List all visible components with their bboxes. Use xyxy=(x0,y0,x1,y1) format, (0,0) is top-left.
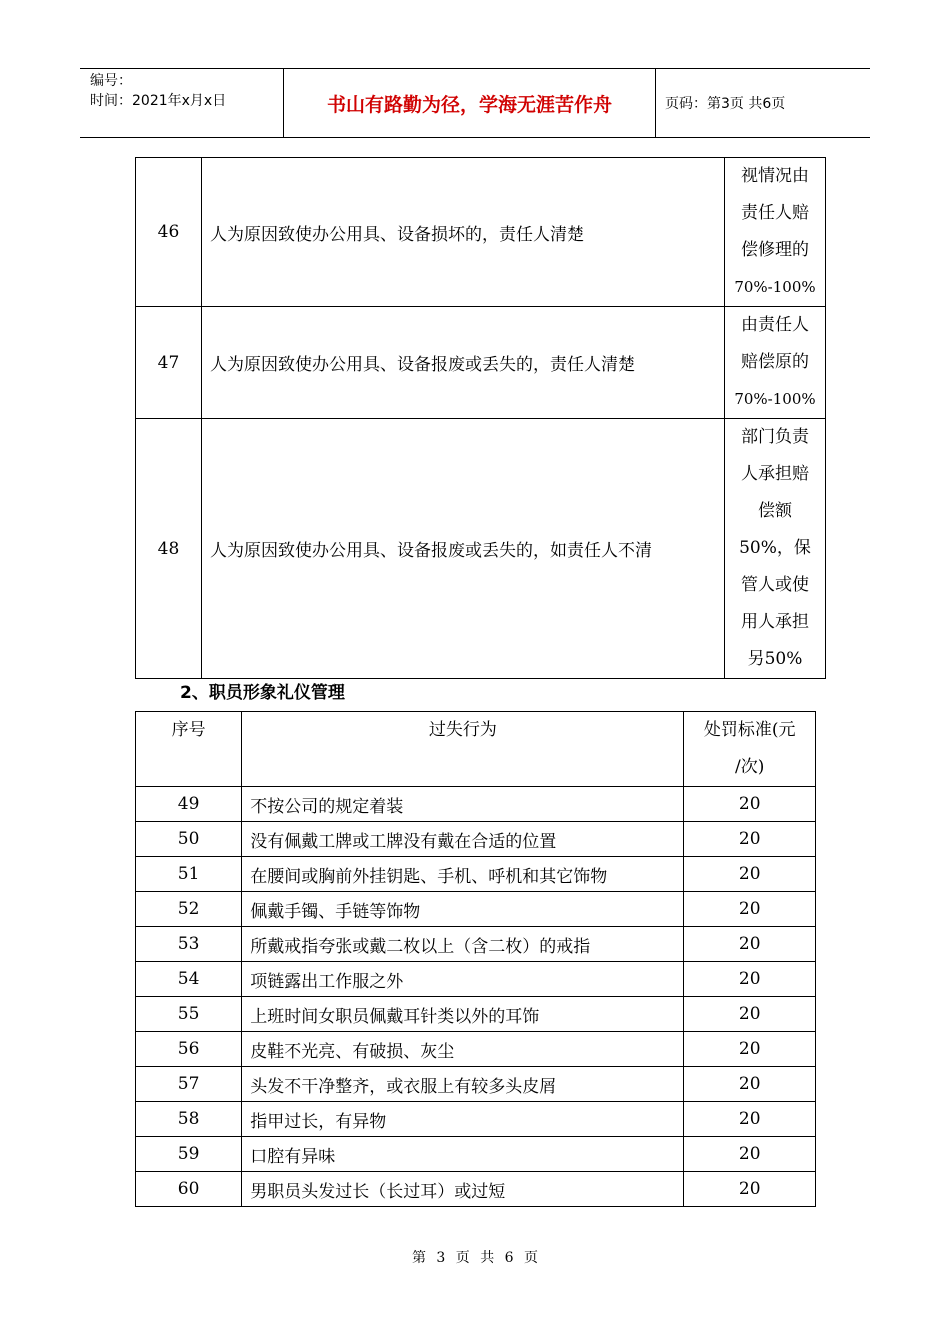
row-description: 口腔有异味 xyxy=(242,1137,684,1172)
penalty-line: 赔偿原的 xyxy=(741,352,809,372)
row-penalty: 20 xyxy=(684,1137,816,1172)
row-penalty: 20 xyxy=(684,1032,816,1067)
row-number: 55 xyxy=(136,997,242,1032)
table-row xyxy=(136,1137,816,1172)
penalty-line: 人承担赔 xyxy=(741,464,809,484)
row-penalty: 20 xyxy=(684,857,816,892)
document-number-label: 编号： xyxy=(90,73,132,89)
row-description: 佩戴手镯、手链等饰物 xyxy=(242,892,684,927)
row-number: 53 xyxy=(136,927,242,962)
penalty-line: 管人或使 xyxy=(741,575,809,595)
row-description: 所戴戒指夸张或戴二枚以上（含二枚）的戒指 xyxy=(242,927,684,962)
table-row xyxy=(136,962,816,997)
header-penalty-line: 处罚标准(元 xyxy=(703,720,796,740)
row-description: 人为原因致使办公用具、设备报废或丢失的，如责任人不清 xyxy=(202,419,725,679)
row-number: 56 xyxy=(136,1032,242,1067)
section-title: 2、职员形象礼仪管理 xyxy=(180,683,345,703)
row-number: 59 xyxy=(136,1137,242,1172)
table-row xyxy=(136,857,816,892)
row-penalty xyxy=(725,158,826,307)
row-number: 48 xyxy=(136,419,202,679)
row-description: 上班时间女职员佩戴耳针类以外的耳饰 xyxy=(242,997,684,1032)
page-header xyxy=(80,68,870,138)
row-description: 项链露出工作服之外 xyxy=(242,962,684,997)
row-number: 50 xyxy=(136,822,242,857)
row-penalty: 20 xyxy=(684,787,816,822)
row-number: 58 xyxy=(136,1102,242,1137)
etiquette-penalty-table xyxy=(135,711,816,1207)
row-number: 46 xyxy=(136,158,202,307)
table-row xyxy=(136,927,816,962)
row-description: 头发不干净整齐，或衣服上有较多头皮屑 xyxy=(242,1067,684,1102)
row-description: 人为原因致使办公用具、设备报废或丢失的，责任人清楚 xyxy=(202,307,725,419)
row-description: 在腰间或胸前外挂钥匙、手机、呼机和其它饰物 xyxy=(242,857,684,892)
penalty-line: 50%，保 xyxy=(739,538,811,558)
row-penalty: 20 xyxy=(684,997,816,1032)
row-number: 49 xyxy=(136,787,242,822)
row-description: 男职员头发过长（长过耳）或过短 xyxy=(242,1172,684,1207)
row-penalty: 20 xyxy=(684,962,816,997)
table-row xyxy=(136,1067,816,1102)
row-description: 皮鞋不光亮、有破损、灰尘 xyxy=(242,1032,684,1067)
row-number: 60 xyxy=(136,1172,242,1207)
row-description: 指甲过长，有异物 xyxy=(242,1102,684,1137)
row-penalty: 20 xyxy=(684,1067,816,1102)
header-penalty-line: /次) xyxy=(735,757,765,777)
penalty-line: 70%-100% xyxy=(734,390,816,408)
header-penalty xyxy=(684,712,816,787)
penalty-line: 责任人赔 xyxy=(741,203,809,223)
penalty-line: 70%-100% xyxy=(734,278,816,296)
table-header-row xyxy=(136,712,816,787)
row-description: 不按公司的规定着装 xyxy=(242,787,684,822)
row-description: 人为原因致使办公用具、设备损坏的，责任人清楚 xyxy=(202,158,725,307)
table-row xyxy=(136,1102,816,1137)
penalty-table-continued xyxy=(135,157,826,679)
penalty-line: 部门负责 xyxy=(741,427,809,447)
header-page-info: 页码：第3页 共6页 xyxy=(665,96,786,112)
table-row xyxy=(136,892,816,927)
page-footer: 第 3 页 共 6 页 xyxy=(411,1250,539,1266)
row-description: 没有佩戴工牌或工牌没有戴在合适的位置 xyxy=(242,822,684,857)
table-row xyxy=(136,158,826,307)
row-number: 47 xyxy=(136,307,202,419)
row-number: 57 xyxy=(136,1067,242,1102)
document-date: 时间：2021年x月x日 xyxy=(90,93,227,109)
header-meta xyxy=(80,69,283,137)
penalty-line: 偿额 xyxy=(758,501,792,521)
row-penalty: 20 xyxy=(684,822,816,857)
table-row xyxy=(136,1032,816,1067)
row-penalty: 20 xyxy=(684,927,816,962)
row-number: 51 xyxy=(136,857,242,892)
table-row xyxy=(136,1172,816,1207)
header-violation: 过失行为 xyxy=(242,712,684,787)
header-number: 序号 xyxy=(136,712,242,787)
row-penalty xyxy=(725,419,826,679)
table-row xyxy=(136,787,816,822)
penalty-line: 用人承担 xyxy=(741,612,809,632)
row-penalty xyxy=(725,307,826,419)
row-penalty: 20 xyxy=(684,892,816,927)
table-row xyxy=(136,307,826,419)
penalty-line: 另50% xyxy=(747,649,803,669)
header-motto: 书山有路勤为径，学海无涯苦作舟 xyxy=(283,69,656,137)
row-number: 52 xyxy=(136,892,242,927)
penalty-line: 视情况由 xyxy=(741,166,809,186)
table-row xyxy=(136,419,826,679)
table-row xyxy=(136,822,816,857)
row-penalty: 20 xyxy=(684,1172,816,1207)
table-row xyxy=(136,997,816,1032)
row-number: 54 xyxy=(136,962,242,997)
row-penalty: 20 xyxy=(684,1102,816,1137)
penalty-line: 由责任人 xyxy=(741,315,809,335)
penalty-line: 偿修理的 xyxy=(741,240,809,260)
